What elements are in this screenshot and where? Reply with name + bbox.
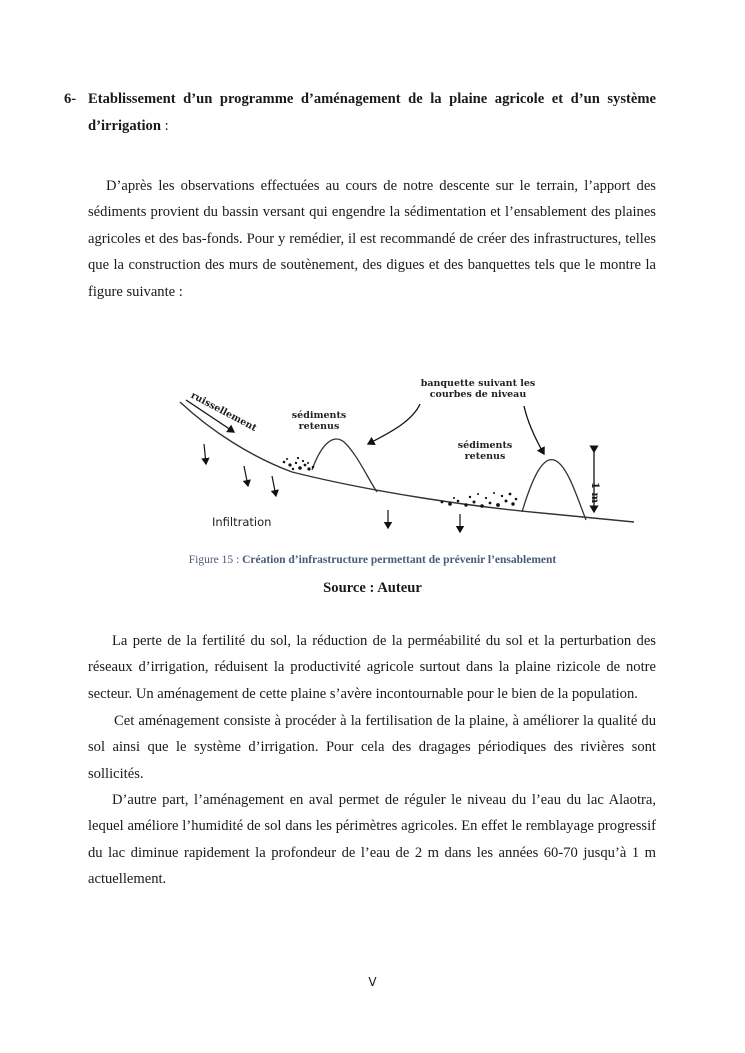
section-title [88, 86, 656, 140]
figure-15-diagram [172, 362, 642, 534]
label-retenus-1: retenus [298, 421, 340, 432]
section-number: 6- [64, 91, 77, 107]
label-sediments-2: sédiments [457, 440, 513, 451]
label-sediments-retenus-1 [284, 410, 354, 432]
label-banquette-line-1: banquette suivant les [420, 378, 536, 389]
caption-prefix: Figure 15 : [188, 554, 243, 566]
paragraph-lac-alaotra: D’autre part, l’aménagement en aval permet de réguler le niveau du l’eau du lac Alaotra, lequel améliore l’humidité de sol dans les périmètres agricoles. En effet le remblayage progressif du lac diminue rapidement la profondeur de l’eau de 2 m dans les années 60-70 jusqu’à 1 m actuellement. [88, 792, 656, 888]
caption-title: Création d’infrastructure permettant de prévenir l’ensablement [242, 554, 557, 566]
banquette-2 [522, 460, 586, 520]
label-banquette-line-2: courbes de niveau [429, 389, 527, 400]
paragraph-intro: D’après les observations effectuées au cours de notre descente sur le terrain, l’apport des sédiments provient du bassin versant qui engendre la sédimentation et l’ensablement des plaines agricoles et des bas-fonds. Pour y remédier, il est recommandé de créer des infrastructures, telles que la construction des murs de soutènement, des digues et des banquettes tels que le montre la figure suivante : [88, 178, 656, 300]
label-ruissellement: ruissellement [188, 390, 259, 434]
paragraph-amenagement: Cet aménagement consiste à procéder à la fertilisation de la plaine, à améliorer la qualité du sol ainsi que le système d’irrigation. Pour cela des dragages périodiques des rivières sont sollicités. [88, 713, 656, 782]
banquette-arrow-1 [368, 404, 420, 444]
paragraph-fertility: La perte de la fertilité du sol, la réduction de la perméabilité du sol et la perturbation des réseaux d’irrigation, réduisent la productivité agricole surtout dans la plaine rizicole de notre secteur. Un aménagement de cette plaine s’avère incontournable pour le bien de la population. [88, 633, 656, 702]
figure-source: Source : Auteur [323, 580, 422, 596]
section-title-colon: : [160, 118, 169, 134]
section-heading [64, 86, 656, 140]
label-banquette [408, 378, 548, 400]
figure-caption [0, 554, 745, 566]
label-sediments-retenus-2 [450, 440, 520, 462]
banquette-arrow-2 [524, 406, 544, 454]
label-sediments-1: sédiments [291, 410, 347, 421]
label-infiltration: Infiltration [212, 515, 272, 529]
sediments-cluster-1 [283, 457, 315, 471]
label-height-1m: 1 m [589, 482, 600, 504]
label-retenus-2: retenus [464, 451, 506, 462]
section-title-bold: Etablissement d’un programme d’aménagement de la plaine agricole et d’un système d’irrigation [88, 91, 656, 134]
page-number: V [368, 975, 377, 989]
diagram-drawing [172, 362, 642, 534]
